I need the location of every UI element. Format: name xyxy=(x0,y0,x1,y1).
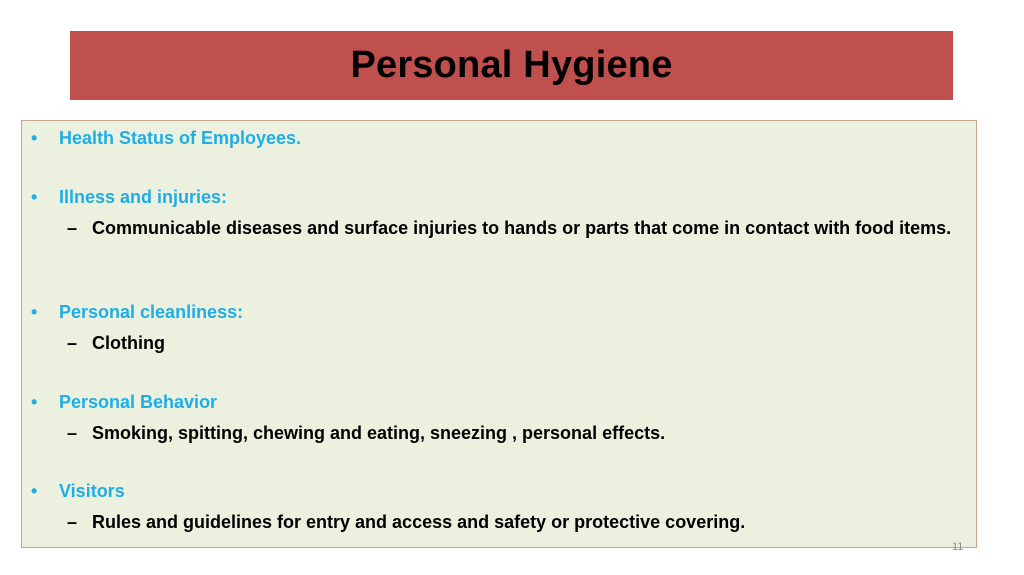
bullet-dot: • xyxy=(31,302,38,322)
sub-dash: – xyxy=(67,218,78,238)
bullet-label: Personal cleanliness: xyxy=(59,302,244,322)
sub-text: Communicable diseases and surface injuries to hands or parts that come in contact with food items. xyxy=(92,218,952,238)
sub-text: Clothing xyxy=(92,333,165,353)
bullet-dot: • xyxy=(31,392,38,412)
bullet-item xyxy=(31,481,125,502)
sub-dash: – xyxy=(67,512,78,532)
bullet-item xyxy=(31,128,301,149)
bullet-label: Personal Behavior xyxy=(59,392,218,412)
title-bar xyxy=(70,31,953,100)
sub-dash: – xyxy=(67,423,78,443)
bullet-item xyxy=(31,302,243,323)
sub-dash: – xyxy=(67,333,78,353)
bullet-item xyxy=(31,187,227,208)
sub-item xyxy=(67,215,970,241)
content-box xyxy=(21,120,977,548)
sub-item xyxy=(67,509,970,535)
bullet-label: Visitors xyxy=(59,481,125,501)
sub-item xyxy=(67,420,970,446)
slide-title: Personal Hygiene xyxy=(350,44,673,86)
bullet-item xyxy=(31,392,217,413)
bullet-dot: • xyxy=(31,481,38,501)
sub-text: Rules and guidelines for entry and access and safety or protective covering. xyxy=(92,512,746,532)
bullet-dot: • xyxy=(31,128,38,148)
sub-item xyxy=(67,330,970,356)
bullet-label: Illness and injuries: xyxy=(59,187,228,207)
bullet-label: Health Status of Employees. xyxy=(59,128,302,148)
slide-number: 11 xyxy=(952,541,964,553)
bullet-dot: • xyxy=(31,187,38,207)
sub-text: Smoking, spitting, chewing and eating, sneezing , personal effects. xyxy=(92,423,666,443)
